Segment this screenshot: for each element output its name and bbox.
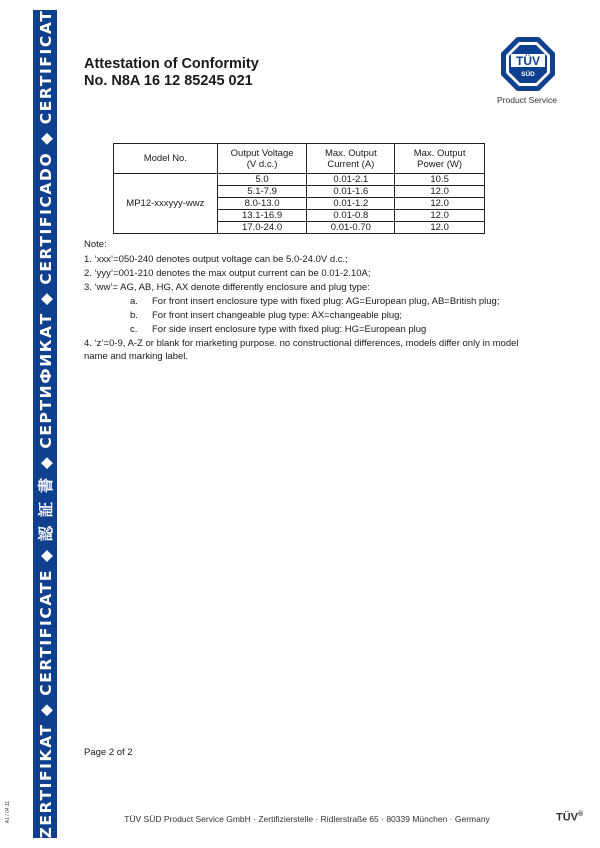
certificate-number: No. N8A 16 12 85245 021 <box>84 73 253 89</box>
note-item-2: 2. ‘yyy’=001-210 denotes the max output current can be 0.01-2.10A; <box>84 268 371 279</box>
note-sub-item-a <box>84 295 524 308</box>
sub-item-label: c. <box>130 324 138 335</box>
note-item-1: 1. ‘xxx’=050-240 denotes output voltage can be 5.0-24.0V d.c.; <box>84 254 348 265</box>
sub-item-text: For side insert enclosure type with fixed plug: HG=European plug <box>152 324 427 335</box>
note-item-3: 3. ‘ww’= AG, AB, HG, AX denote differently enclosure and plug type: <box>84 282 370 293</box>
header-power <box>395 144 485 174</box>
power-cell: 12.0 <box>395 222 485 234</box>
current-cell: 0.01-2.1 <box>307 174 395 186</box>
voltage-cell: 17.0-24.0 <box>217 222 307 234</box>
model-spec-table <box>113 143 485 234</box>
document-title: Attestation of Conformity <box>84 56 259 72</box>
header-current <box>307 144 395 174</box>
tuv-sud-logo-icon <box>500 36 556 92</box>
footer-address: TÜV SÜD Product Service GmbH · Zertifizierstelle · Ridlerstraße 65 · 80339 München · Germany <box>124 814 490 824</box>
sub-item-label: b. <box>130 310 138 321</box>
header-power-text: Max. Output Power (W) <box>413 147 466 170</box>
power-cell: 12.0 <box>395 198 485 210</box>
notes-heading: Note: <box>84 239 107 250</box>
header-current-text: Max. Output Current (A) <box>324 147 377 170</box>
current-cell: 0.01-1.2 <box>307 198 395 210</box>
header-model-text: Model No. <box>143 153 187 164</box>
note-item-4: 4. ‘z’=0-9, A-Z or blank for marketing purpose. no constructional differences, models differ only in model name and marking label. <box>84 338 519 362</box>
power-cell: 12.0 <box>395 210 485 222</box>
model-cell: MP12-xxxyyy-wwz <box>114 174 218 234</box>
power-cell: 12.0 <box>395 186 485 198</box>
voltage-cell: 13.1-16.9 <box>217 210 307 222</box>
voltage-cell: 5.0 <box>217 174 307 186</box>
band-text: ZERTIFIKAT ◆ CERTIFICATE ◆ 認 証 書 ◆ СЕРТИФИКАТ ◆ CERTIFICADO ◆ CERTIFICAT <box>37 10 55 838</box>
page-number: Page 2 of 2 <box>84 747 133 758</box>
header-voltage-text: Output Voltage (V d.c.) <box>230 147 294 170</box>
voltage-cell: 5.1-7.9 <box>217 186 307 198</box>
current-cell: 0.01-0.8 <box>307 210 395 222</box>
current-cell: 0.01-1.6 <box>307 186 395 198</box>
voltage-cell: 8.0-13.0 <box>217 198 307 210</box>
certificate-side-band <box>33 10 57 838</box>
registered-symbol: ® <box>578 811 584 818</box>
power-cell: 10.5 <box>395 174 485 186</box>
revision-code: A1 / 04.11 <box>5 800 11 824</box>
header-model <box>114 144 218 174</box>
notes-section <box>84 238 524 363</box>
header-voltage <box>217 144 307 174</box>
note-sub-item-b <box>84 309 524 322</box>
sub-item-text: For front insert changeable plug type: AX=changeable plug; <box>152 310 403 321</box>
logo-caption: Product Service <box>497 95 557 105</box>
table-row <box>114 174 485 186</box>
logo-bottom-text: SÜD <box>521 71 535 78</box>
sub-item-text: For front insert enclosure type with fixed plug: AG=European plug, AB=British plug; <box>152 296 500 307</box>
current-cell: 0.01-0.70 <box>307 222 395 234</box>
logo-top-text: TÜV <box>516 54 540 68</box>
table-header-row <box>114 144 485 174</box>
note-sub-item-c <box>84 323 524 336</box>
sub-item-label: a. <box>130 296 138 307</box>
footer-mark-text: TÜV <box>556 811 578 824</box>
footer-tuv-mark <box>556 811 583 824</box>
